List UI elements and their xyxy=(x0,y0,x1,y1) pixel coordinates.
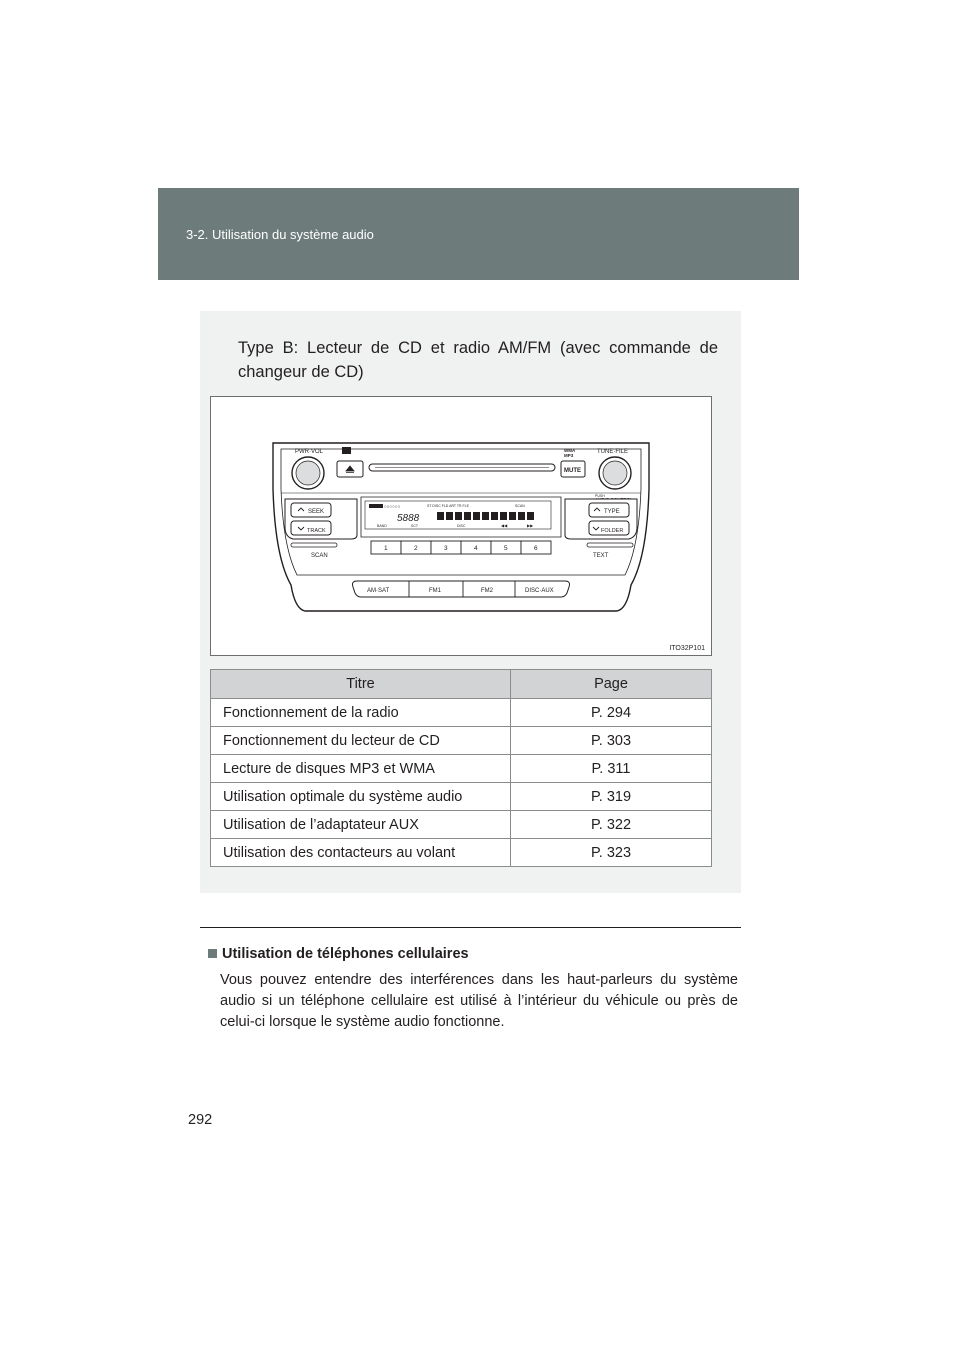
row-page: P. 294 xyxy=(511,699,712,727)
page-number: 292 xyxy=(188,1112,213,1128)
type-label: TYPE xyxy=(604,509,620,515)
table-row xyxy=(211,839,712,867)
table-row xyxy=(211,699,712,727)
row-title: Lecture de disques MP3 et WMA xyxy=(211,755,511,783)
row-title: Utilisation optimale du système audio xyxy=(211,783,511,811)
display-scan-indicator: SCAN xyxy=(515,504,525,508)
audio-unit-illustration xyxy=(211,397,711,655)
display-band-indicator: BAND xyxy=(377,524,387,528)
seek-label: SEEK xyxy=(308,509,325,515)
display-disc-indicator: DISC xyxy=(457,524,466,528)
row-page: P. 311 xyxy=(511,755,712,783)
table-row xyxy=(211,811,712,839)
column-header-page: Page xyxy=(511,670,712,699)
text-button xyxy=(587,543,633,547)
row-page: P. 319 xyxy=(511,783,712,811)
mute-label: MUTE xyxy=(564,468,581,474)
row-page: P. 303 xyxy=(511,727,712,755)
section-heading-text: Utilisation de téléphones cellulaires xyxy=(222,946,469,962)
disc-aux-label: DISC·AUX xyxy=(525,588,554,594)
breadcrumb: 3-2. Utilisation du système audio xyxy=(186,227,374,242)
section-body: Vous pouvez entendre des interférences dans les haut-parleurs du système audio si un téléphone cellulaire est utilisé à l’intérieur du véhicule ou près de celui-ci lorsque le système audio fonctionne. xyxy=(220,972,738,1030)
row-title: Fonctionnement de la radio xyxy=(211,699,511,727)
display-segments xyxy=(437,512,534,520)
am-sat-label: AM·SAT xyxy=(367,588,390,594)
folder-label: FOLDER xyxy=(601,528,624,534)
section-heading xyxy=(208,946,469,962)
type-title: Type B: Lecteur de CD et radio AM/FM (avec commande de changeur de CD) xyxy=(238,339,718,381)
scan-button xyxy=(291,543,337,547)
square-bullet-icon xyxy=(208,949,217,958)
display-sct-indicator: SCT xyxy=(411,524,418,528)
preset-label: 4 xyxy=(474,545,478,552)
svg-text:○○○○○○: ○○○○○○ xyxy=(384,504,401,509)
fm1-label: FM1 xyxy=(429,588,441,594)
preset-label: 1 xyxy=(384,545,388,552)
row-title: Utilisation des contacteurs au volant xyxy=(211,839,511,867)
display-digits: 5888 xyxy=(397,513,420,524)
table-row xyxy=(211,755,712,783)
push-label: PUSH xyxy=(595,494,605,498)
reference-table xyxy=(210,669,712,867)
preset-label: 3 xyxy=(444,545,448,552)
preset-label: 2 xyxy=(414,545,418,552)
track-label: TRACK xyxy=(307,528,326,534)
row-page: P. 322 xyxy=(511,811,712,839)
section-divider xyxy=(200,927,741,928)
text-label: TEXT xyxy=(593,553,609,559)
display-top-indicators: ST DISC FLD ART TR FLE xyxy=(427,504,469,508)
scan-label: SCAN xyxy=(311,553,328,559)
chapter-header xyxy=(158,188,799,280)
wma-logo: WMA xyxy=(564,448,576,453)
preset-label: 5 xyxy=(504,545,508,552)
table-row xyxy=(211,783,712,811)
disc-icon xyxy=(342,447,351,454)
fast-forward-icon: ▶▶ xyxy=(527,523,534,528)
figure-code: ITO32P101 xyxy=(669,645,705,652)
table-header-row xyxy=(211,670,712,699)
row-title: Fonctionnement du lecteur de CD xyxy=(211,727,511,755)
column-header-title: Titre xyxy=(211,670,511,699)
row-title: Utilisation de l’adaptateur AUX xyxy=(211,811,511,839)
mp3-logo: MP3 xyxy=(564,453,574,458)
row-page: P. 323 xyxy=(511,839,712,867)
tune-file-label: TUNE·FILE xyxy=(597,449,629,455)
pwr-vol-label: PWR·VOL xyxy=(295,449,324,455)
preset-label: 6 xyxy=(534,545,538,552)
audio-unit-figure xyxy=(210,396,712,656)
fm2-label: FM2 xyxy=(481,588,493,594)
table-row xyxy=(211,727,712,755)
preset-buttons xyxy=(371,541,551,554)
rewind-icon: ◀◀ xyxy=(501,523,508,528)
